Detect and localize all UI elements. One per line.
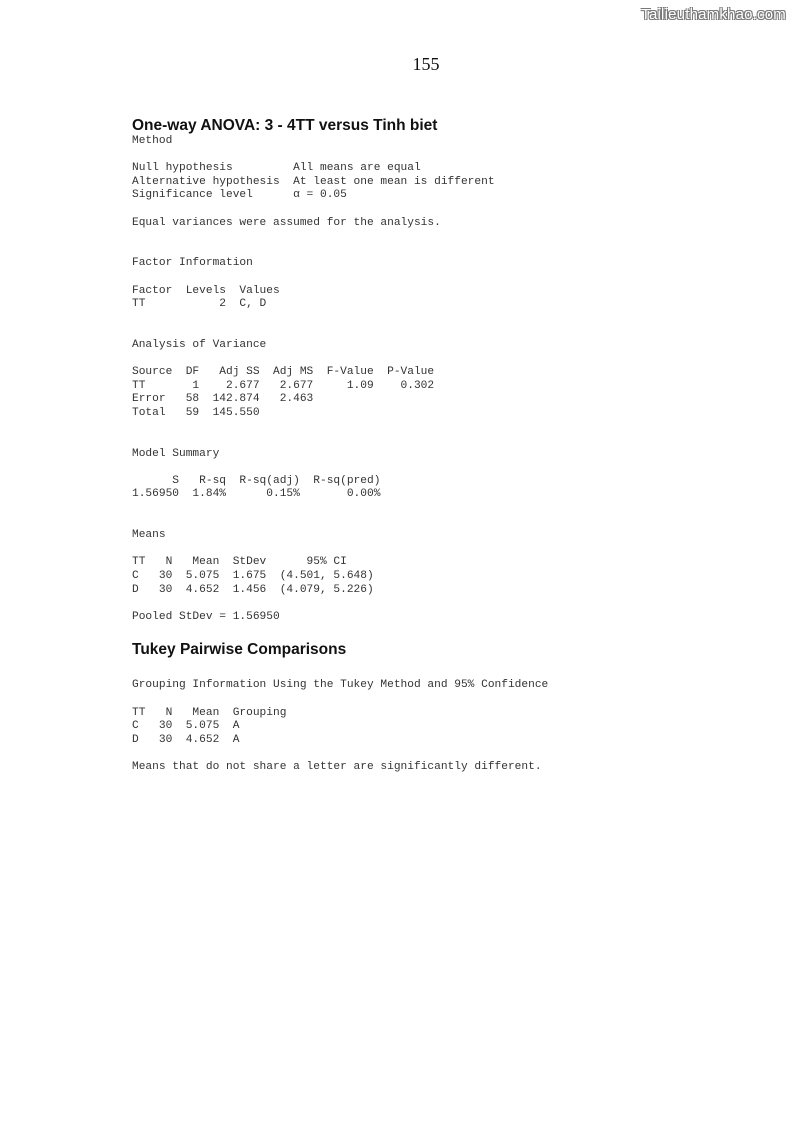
tukey-title: Tukey Pairwise Comparisons: [132, 641, 347, 659]
tukey-row: D 30 4.652 A: [132, 733, 240, 746]
means-title: Means: [132, 529, 166, 542]
tukey-note: Means that do not share a letter are significantly different.: [132, 760, 542, 773]
anova-title: One-way ANOVA: 3 - 4TT versus Tinh biet: [132, 117, 438, 134]
tukey-header: TT N Mean Grouping: [132, 706, 287, 719]
tukey-row: C 30 5.075 A: [132, 720, 240, 733]
anova-table-title: Analysis of Variance: [132, 338, 267, 351]
hypothesis-line: Null hypothesis All means are equal: [132, 162, 421, 175]
watermark: Tailieuthamkhao.com: [641, 6, 786, 23]
page-number: 155: [412, 54, 440, 74]
model-summary-row: 1.56950 1.84% 0.15% 0.00%: [132, 488, 381, 501]
hypothesis-line: Significance level α = 0.05: [132, 189, 347, 202]
anova-table-row: TT 1 2.677 2.677 1.09 0.302: [132, 379, 435, 392]
factor-info-row: TT 2 C, D: [132, 298, 267, 311]
means-row: D 30 4.652 1.456 (4.079, 5.226): [132, 583, 374, 596]
pooled-stdev: Pooled StDev = 1.56950: [132, 610, 280, 623]
model-summary-header: S R-sq R-sq(adj) R-sq(pred): [132, 474, 381, 487]
means-row: C 30 5.075 1.675 (4.501, 5.648): [132, 570, 374, 582]
tukey-grouping-title: Grouping Information Using the Tukey Method and 95% Confidence: [132, 679, 549, 692]
anova-table-header: Source DF Adj SS Adj MS F-Value P-Value: [132, 366, 435, 379]
method-label: Method: [132, 135, 173, 147]
model-summary-title: Model Summary: [132, 447, 220, 460]
anova-table-row: Total 59 145.550: [132, 406, 260, 419]
equal-variance-note: Equal variances were assumed for the analysis.: [132, 216, 441, 229]
anova-table-row: Error 58 142.874 2.463: [132, 393, 314, 406]
means-header: TT N Mean StDev 95% CI: [132, 556, 347, 569]
hypothesis-line: Alternative hypothesis At least one mean is different: [132, 175, 495, 188]
factor-info-header: Factor Levels Values: [132, 284, 280, 297]
document-body: [132, 117, 752, 775]
factor-info-title: Factor Information: [132, 257, 253, 270]
